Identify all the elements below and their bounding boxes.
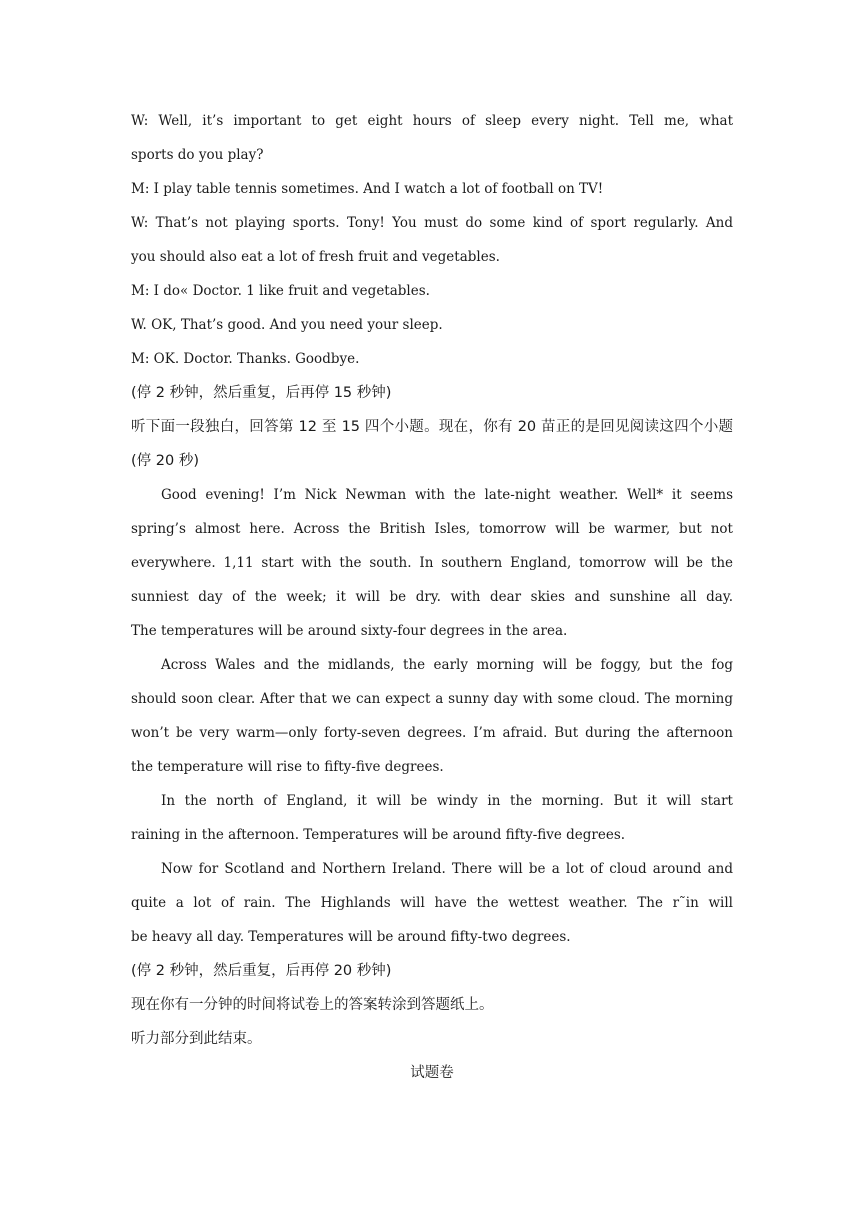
monologue-p1-line3: everywhere. 1,11 start with the south. In southern England, tomorrow will be the	[131, 555, 733, 571]
monologue-p4-line1: Now for Scotland and Northern Ireland. There will be a lot of cloud around and	[161, 861, 733, 877]
pause-instruction-1: (停 2 秒钟，然后重复，后再停 15 秒钟)	[131, 385, 392, 401]
dialogue-line-w3: W. OK, That’s good. And you need your sleep.	[131, 317, 443, 333]
monologue-p1-line4: sunniest day of the week; it will be dry. with dear skies and sunshine all day.	[131, 589, 733, 605]
dialogue-line-w1: W: Well, it’s important to get eight hours of sleep every night. Tell me, what	[131, 113, 733, 129]
section-instruction: 听下面一段独白，回答第 12 至 15 四个小题。现在，你有 20 苗正的是回见阅读这四个小题	[131, 419, 733, 435]
pause-instruction-3: (停 2 秒钟，然后重复，后再停 20 秒钟)	[131, 963, 392, 979]
transfer-instruction: 现在你有一分钟的时间将试卷上的答案转涂到答题纸上。	[131, 997, 494, 1013]
monologue-p2-line4: the temperature will rise to fifty-five degrees.	[131, 759, 444, 775]
monologue-p4-line3: be heavy all day. Temperatures will be around fifty-two degrees.	[131, 929, 571, 945]
dialogue-line-w2-cont: you should also eat a lot of fresh fruit and vegetables.	[131, 249, 500, 265]
listening-end-note: 听力部分到此结束。	[131, 1031, 262, 1047]
dialogue-line-w1-cont: sports do you play?	[131, 147, 264, 163]
monologue-p1-line1: Good evening! I’m Nick Newman with the late-night weather. Well* it seems	[161, 487, 733, 503]
monologue-p2-line3: won’t be very warm—only forty-seven degrees. I’m afraid. But during the afternoon	[131, 725, 733, 741]
monologue-p3-line2: raining in the afternoon. Temperatures will be around fifty-five degrees.	[131, 827, 626, 843]
monologue-p1-line2: spring’s almost here. Across the British Isles, tomorrow will be warmer, but not	[131, 521, 733, 537]
monologue-p4-line2: quite a lot of rain. The Highlands will have the wettest weather. The r˜in will	[131, 895, 733, 911]
document-page	[131, 104, 733, 1090]
monologue-p2-line2: should soon clear. After that we can expect a sunny day with some cloud. The morning	[131, 691, 733, 707]
monologue-p1-line5: The temperatures will be around sixty-four degrees in the area.	[131, 623, 568, 639]
dialogue-line-w2: W: That’s not playing sports. Tony! You must do some kind of sport regularly. And	[131, 215, 733, 231]
monologue-p3-line1: In the north of England, it will be windy in the morning. But it will start	[161, 793, 733, 809]
dialogue-line-m2: M: I do« Doctor. 1 like fruit and vegetables.	[131, 283, 430, 299]
exam-paper-heading: 试题卷	[410, 1065, 454, 1081]
dialogue-line-m3: M: OK. Doctor. Thanks. Goodbye.	[131, 351, 360, 367]
pause-instruction-2: (停 20 秒)	[131, 453, 199, 469]
monologue-p2-line1: Across Wales and the midlands, the early morning will be foggy, but the fog	[161, 657, 733, 673]
dialogue-line-m1: M: I play table tennis sometimes. And I watch a lot of football on TV!	[131, 181, 604, 197]
